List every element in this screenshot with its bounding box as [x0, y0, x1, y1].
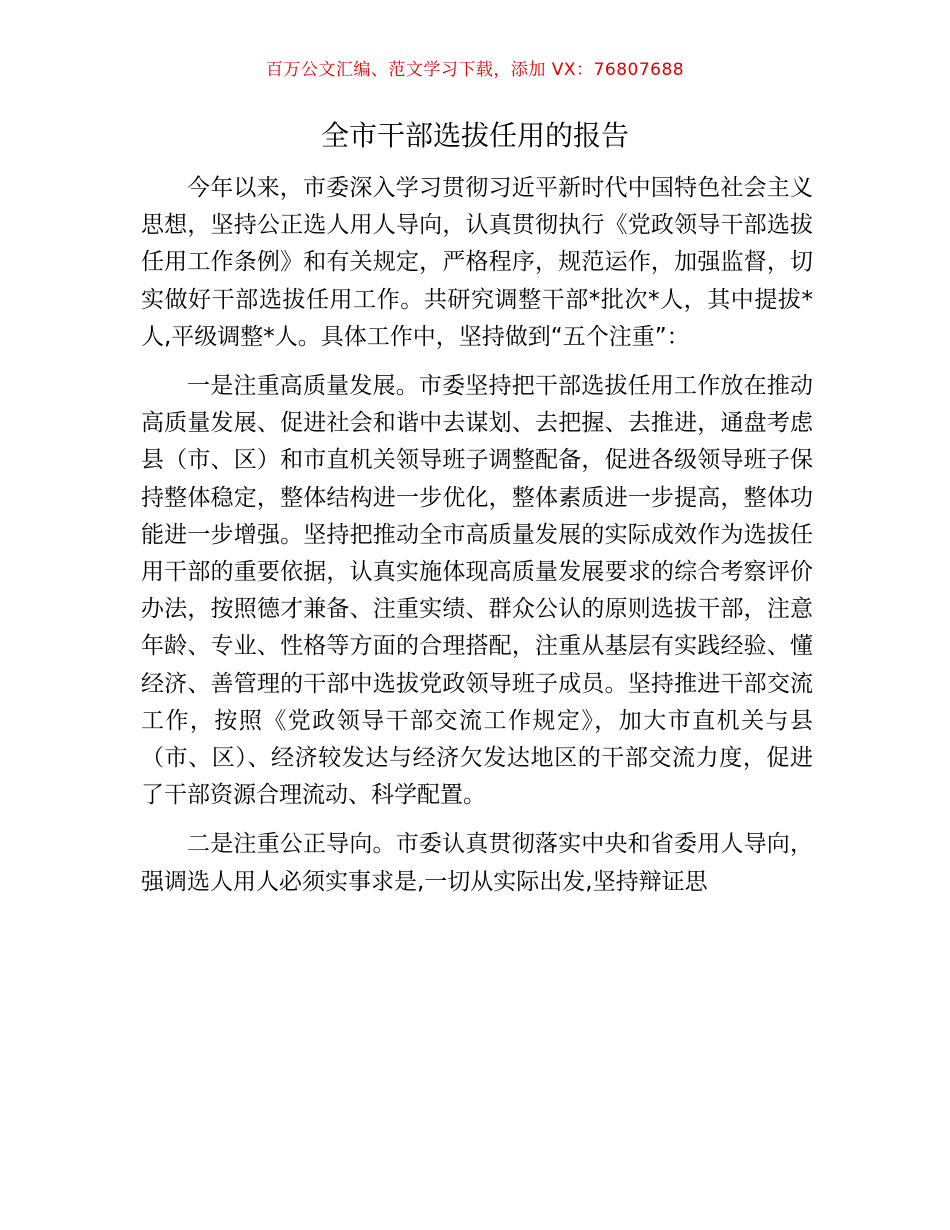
document-body	[141, 170, 813, 901]
paragraph-point-two: 二是注重公正导向。市委认真贯彻落实中央和省委用人导向，强调选人用人必须实事求是,一切从实际出发,坚持辩证思	[141, 831, 813, 895]
watermark-header: 百万公文汇编、范文学习下载，添加 VX：76807688	[265, 60, 685, 80]
document-title: 全市干部选拔任用的报告	[320, 119, 629, 152]
paragraph-intro: 今年以来，市委深入学习贯彻习近平新时代中国特色社会主义思想，坚持公正选人用人导向，认真贯彻执行《党政领导干部选拔任用工作条例》和有关规定，严格程序，规范运作，加强监督，切实做好干部选拔任用工作。共研究调整干部*批次*人，其中提拔*人,平级调整*人。具体工作中，坚持做到“五个注重”：	[141, 175, 813, 350]
paragraph-point-one: 一是注重高质量发展。市委坚持把干部选拔任用工作放在推动高质量发展、促进社会和谐中去谋划、去把握、去推进，通盘考虑县（市、区）和市直机关领导班子调整配备，促进各级领导班子保持整体稳定，整体结构进一步优化，整体素质进一步提高，整体功能进一步增强。坚持把推动全市高质量发展的实际成效作为选拔任用干部的重要依据，认真实施体现高质量发展要求的综合考察评价办法，按照德才兼备、注重实绩、群众公认的原则选拔干部，注意年龄、专业、性格等方面的合理搭配，注重从基层有实践经验、懂经济、善管理的干部中选拔党政领导班子成员。坚持推进干部交流工作，按照《党政领导干部交流工作规定》，加大市直机关与县（市、区）、经济较发达与经济欠发达地区的干部交流力度，促进了干部资源合理流动、科学配置。	[141, 373, 813, 809]
